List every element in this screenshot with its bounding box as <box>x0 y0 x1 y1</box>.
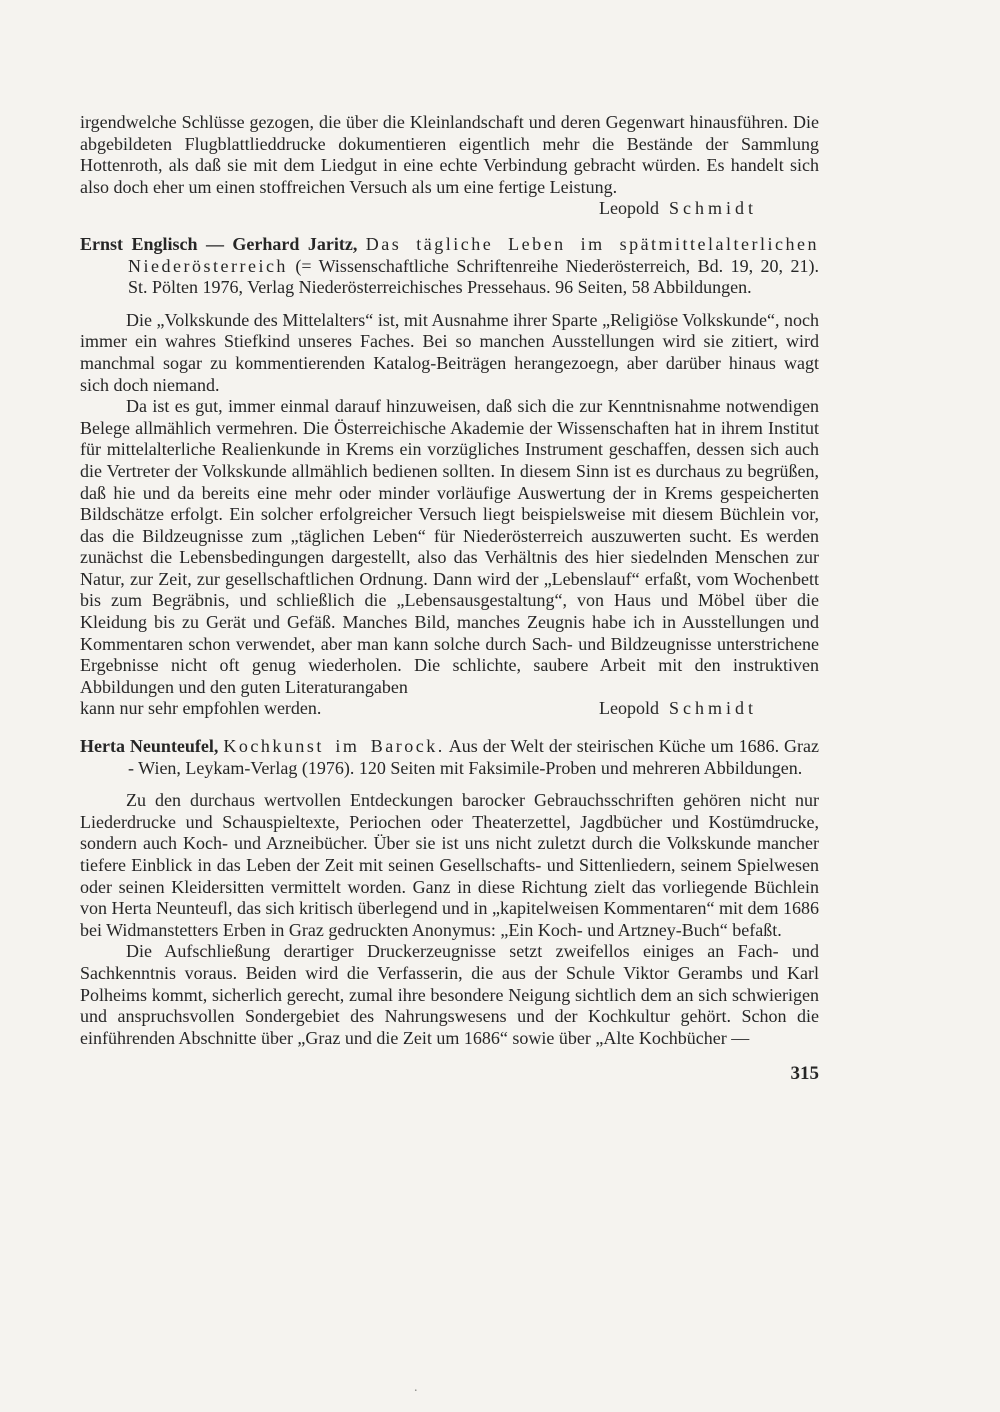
scan-artifact-dot: . <box>414 1380 418 1395</box>
review-2-paragraph-2: Die Aufschließung derartiger Druckerzeugnisse setzt zweifellos einiges an Fach- und Sachkenntnis voraus. Beiden wird die Verfasserin, die aus der Schule Viktor Gerambs und Karl Polheims kommt, sicherlich gerecht, zumal ihre besondere Neigung sichtlich dem an sich schwierigen und anspruchsvollen Sondergebiet des Nahrungswesens und der Kochkultur gehört. Schon die einführenden Abschnitte über „Graz und die Zeit um 1686“ sowie über „Alte Kochbücher — <box>80 941 819 1048</box>
page-number: 315 <box>790 1063 819 1085</box>
review-2-authors: Herta Neunteufel, <box>80 736 219 757</box>
review-1-paragraph-2: Da ist es gut, immer einmal darauf hinzuweisen, daß sich die zur Kenntnisnahme notwendigen Belege allmählich vermehren. Die Österreichische Akademie der Wissenschaften hat in ihrem Institut für mittelalterliche Realienkunde in Krems ein vorzügliches Instrument geschaffen, dessen sich auch die Vertreter der Volkskunde allmählich bedienen sollten. In diesem Sinn ist es durchaus zu begrüßen, daß hie und da bereits eine mehr oder minder vorläufige Auswertung der in Krems gespeicherten Bildschätze erfolgt. Ein solcher erfolgreicher Versuch liegt beispielsweise mit diesem Büchlein vor, das die Bildzeugnisse zum „täglichen Leben“ für Niederösterreich auszuwerten sucht. Es werden zunächst die Lebensbedingungen dargestellt, also das Verhältnis des hier siedelnden Menschen zur Natur, zur Zeit, zur gesellschaftlichen Ordnung. Dann wird der „Lebenslauf“ erfaßt, vom Wochenbett bis zum Begräbnis, und schließlich die „Lebensausgestaltung“, von Haus und Möbel über die Kleidung bis zu Gerät und Gefäß. Manches Bild, manches Zeugnis habe ich in Ausstellungen und Kommentaren schon verwendet, aber man kann solche durch Sach- und Bildzeugnisse unterstrichene Ergebnisse nicht oft genug wiederholen. Die schlichte, saubere Arbeit mit den instruktiven Abbildungen und den guten Literaturangaben <box>80 396 819 697</box>
review-1-closing-text: kann nur sehr empfohlen werden. <box>80 698 322 719</box>
review-1-authors: Ernst Englisch — Gerhard Jaritz, <box>80 233 358 254</box>
review-1-paragraph-1: Die „Volkskunde des Mittelalters“ ist, mit Ausnahme ihrer Sparte „Religiöse Volkskunde“, noch immer ein wahres Stiefkind unseres Faches. Bei so manchen Ausstellungen wird sie zitiert, wird manchmal sogar zu kommentierenden Katalog-Beiträgen herangezoegn, aber darüber hinaus wagt sich doch niemand. <box>80 309 819 395</box>
text-column <box>80 112 819 1085</box>
signature-given-name: Leopold <box>598 198 659 219</box>
signature-family-name: Schmidt <box>668 198 757 219</box>
continuation-paragraph: irgendwelche Schlüsse gezogen, die über die Kleinlandschaft und deren Gegenwart hinausführen. Die abgebildeten Flugblattlieddrucke dokumentieren eigentlich mehr die Bestände der Sammlung Hottenroth, als daß sie mit dem Liedgut in eine echte Verbindung gebracht würden. Es handelt sich also doch eher um einen stoffreichen Versuch als um eine fertige Leistung. <box>80 112 819 197</box>
review-2-bibliographic-info: Aus der Welt der steirischen Küche um 1686. Graz - Wien, Leykam-Verlag (1976). 120 Seiten mit Faksimile-Proben und mehreren Abbildungen. <box>128 736 820 778</box>
review-1-signature <box>599 698 757 720</box>
review-1-closing-line <box>80 698 819 720</box>
signature-family-name: Schmidt <box>668 698 757 719</box>
review-2-title: Kochkunst im Barock. <box>223 736 445 757</box>
signature-given-name: Leopold <box>598 698 659 719</box>
review-1-bibliographic-info: (= Wissenschaftliche Schriftenreihe Niederösterreich, Bd. 19, 20, 21). St. Pölten 1976, Verlag Niederösterreichisches Pressehaus. 96 Seiten, 58 Abbildungen. <box>128 255 819 298</box>
review-1-heading <box>80 234 819 299</box>
signature-line <box>80 198 819 220</box>
review-2-heading <box>80 736 819 779</box>
review-2-paragraph-1: Zu den durchaus wertvollen Entdeckungen barocker Gebrauchsschriften gehören nicht nur Liederdrucke und Schauspieltexte, Periochen oder Theaterzettel, Jagdbücher und Kostümdrucke, sondern auch Koch- und Arzneibücher. Über sie ist uns nicht zuletzt durch die Volkskunde mancher tiefere Einblick in das Leben der Zeit mit seinen Gesellschafts- und Sittenliedern, seinem Spielwesen oder seinen Kleidersitten vermittelt worden. Ganz in diese Richtung zielt das vorliegende Büchlein von Herta Neunteufl, das sich kritisch überlegend und in „kapitelweisen Kommentaren“ mit dem 1686 bei Widmanstetters Erben in Graz gedruckten Anonymus: „Ein Koch- und Artzney-Buch“ befaßt. <box>80 790 819 940</box>
review-1-title: Das tägliche Leben im spätmittelalterlichen Niederösterreich <box>128 233 820 276</box>
